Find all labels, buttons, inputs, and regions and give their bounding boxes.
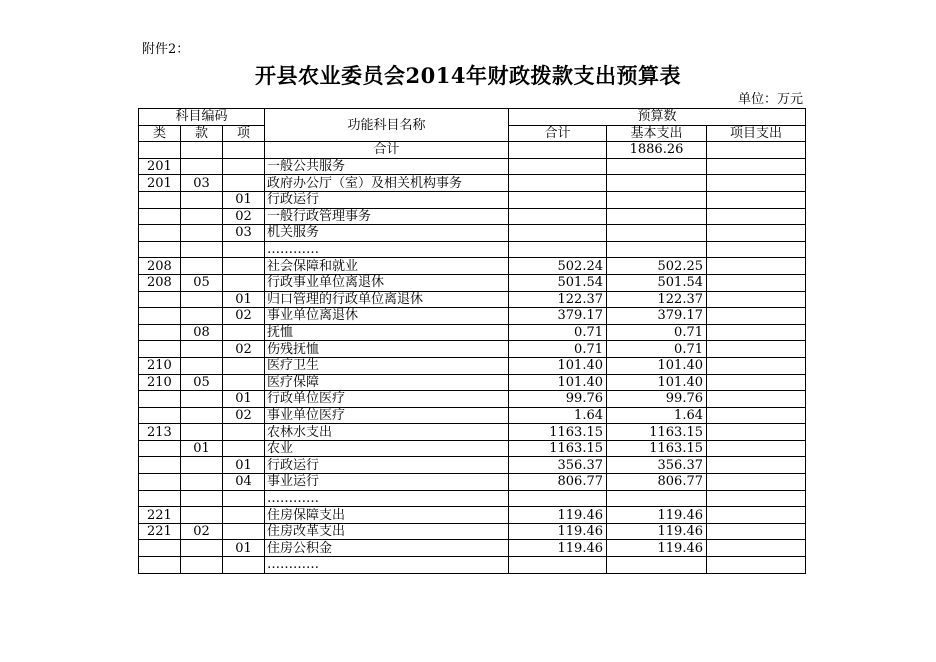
cell-total: 501.54 [509, 274, 607, 291]
table-row [139, 440, 806, 457]
cell-basic: 119.46 [607, 523, 707, 540]
cell-total [509, 557, 607, 574]
cell-name: 行政单位医疗 [265, 391, 509, 408]
table-row [139, 507, 806, 524]
cell-total: 0.71 [509, 341, 607, 358]
cell-xiang: 02 [223, 407, 265, 424]
cell-project [707, 291, 806, 308]
cell-project [707, 457, 806, 474]
attachment-label: 附件2： [142, 42, 190, 57]
cell-xiang: 01 [223, 391, 265, 408]
table-row [139, 158, 806, 175]
cell-name: 事业运行 [265, 474, 509, 491]
cell-xiang: 02 [223, 308, 265, 325]
cell-name: 伤残抚恤 [265, 341, 509, 358]
cell-name: 事业单位医疗 [265, 407, 509, 424]
cell-basic: 1.64 [607, 407, 707, 424]
table-row [139, 540, 806, 557]
cell-xiang: 02 [223, 208, 265, 225]
table-row [139, 374, 806, 391]
cell-project [707, 341, 806, 358]
cell-lei [139, 440, 181, 457]
cell-xiang: 02 [223, 341, 265, 358]
cell-lei: 208 [139, 274, 181, 291]
cell-basic [607, 490, 707, 507]
cell-project [707, 424, 806, 441]
cell-xiang [223, 175, 265, 192]
header-kuan: 款 [181, 125, 223, 142]
cell-lei [139, 225, 181, 242]
cell-total [509, 158, 607, 175]
cell-basic: 119.46 [607, 540, 707, 557]
header-lei: 类 [139, 125, 181, 142]
cell-name: 事业单位离退休 [265, 308, 509, 325]
cell-project [707, 357, 806, 374]
cell-total: 122.37 [509, 291, 607, 308]
table-row [139, 341, 806, 358]
cell-total: 101.40 [509, 357, 607, 374]
cell-kuan [181, 474, 223, 491]
table-row [139, 225, 806, 242]
header-project: 项目支出 [707, 125, 806, 142]
cell-kuan: 01 [181, 440, 223, 457]
cell-basic: 356.37 [607, 457, 707, 474]
cell-kuan [181, 225, 223, 242]
cell-kuan: 05 [181, 274, 223, 291]
cell-project [707, 490, 806, 507]
cell-total: 119.46 [509, 523, 607, 540]
cell-lei: 210 [139, 357, 181, 374]
cell-lei: 201 [139, 175, 181, 192]
cell-total: 119.46 [509, 540, 607, 557]
cell-project [707, 540, 806, 557]
cell-name: 医疗卫生 [265, 357, 509, 374]
table-row [139, 457, 806, 474]
total-total [509, 142, 607, 159]
cell-kuan [181, 158, 223, 175]
cell-basic: 501.54 [607, 274, 707, 291]
cell-xiang: 01 [223, 191, 265, 208]
cell-total [509, 225, 607, 242]
cell-project [707, 175, 806, 192]
cell-kuan [181, 241, 223, 258]
cell-project [707, 474, 806, 491]
cell-name: 机关服务 [265, 225, 509, 242]
cell-kuan: 08 [181, 324, 223, 341]
cell-basic: 101.40 [607, 357, 707, 374]
cell-name: ………… [265, 241, 509, 258]
cell-total: 1163.15 [509, 440, 607, 457]
cell-total: 356.37 [509, 457, 607, 474]
cell-lei: 221 [139, 507, 181, 524]
budget-table [138, 108, 806, 574]
cell-name: 行政运行 [265, 457, 509, 474]
cell-basic [607, 557, 707, 574]
total-lei [139, 142, 181, 159]
cell-basic [607, 191, 707, 208]
cell-project [707, 324, 806, 341]
cell-project [707, 407, 806, 424]
cell-name: 行政事业单位离退休 [265, 274, 509, 291]
table-row [139, 557, 806, 574]
cell-lei [139, 191, 181, 208]
header-row-1 [139, 109, 806, 126]
cell-xiang [223, 324, 265, 341]
total-row [139, 142, 806, 159]
header-xiang: 项 [223, 125, 265, 142]
cell-lei [139, 490, 181, 507]
header-basic: 基本支出 [607, 125, 707, 142]
cell-lei [139, 540, 181, 557]
cell-name: 住房公积金 [265, 540, 509, 557]
cell-lei [139, 241, 181, 258]
cell-xiang: 01 [223, 291, 265, 308]
table-row [139, 424, 806, 441]
cell-lei: 213 [139, 424, 181, 441]
cell-basic: 1163.15 [607, 424, 707, 441]
cell-project [707, 274, 806, 291]
table-row [139, 241, 806, 258]
cell-kuan [181, 490, 223, 507]
cell-kuan [181, 424, 223, 441]
total-label: 合计 [265, 142, 509, 159]
cell-name: 医疗保障 [265, 374, 509, 391]
header-name: 功能科目名称 [265, 109, 509, 142]
cell-xiang: 03 [223, 225, 265, 242]
cell-total [509, 490, 607, 507]
table-row [139, 357, 806, 374]
table-row [139, 391, 806, 408]
header-budget-group: 预算数 [509, 109, 806, 126]
cell-basic: 122.37 [607, 291, 707, 308]
cell-total: 379.17 [509, 308, 607, 325]
cell-total [509, 191, 607, 208]
cell-project [707, 374, 806, 391]
header-total: 合计 [509, 125, 607, 142]
cell-project [707, 225, 806, 242]
cell-kuan [181, 341, 223, 358]
cell-project [707, 158, 806, 175]
cell-xiang [223, 557, 265, 574]
cell-basic: 379.17 [607, 308, 707, 325]
cell-xiang [223, 357, 265, 374]
cell-total: 101.40 [509, 374, 607, 391]
cell-basic: 1163.15 [607, 440, 707, 457]
cell-xiang [223, 274, 265, 291]
cell-basic: 0.71 [607, 341, 707, 358]
cell-xiang: 04 [223, 474, 265, 491]
cell-total [509, 241, 607, 258]
cell-lei [139, 557, 181, 574]
cell-lei [139, 391, 181, 408]
cell-name: 住房保障支出 [265, 507, 509, 524]
table-row [139, 208, 806, 225]
cell-xiang [223, 241, 265, 258]
cell-total [509, 175, 607, 192]
total-basic: 1886.26 [607, 142, 707, 159]
cell-kuan [181, 457, 223, 474]
cell-project [707, 241, 806, 258]
table-row [139, 274, 806, 291]
cell-kuan [181, 507, 223, 524]
page-title: 开县农业委员会2014年财政拨款支出预算表 [255, 63, 681, 88]
cell-basic: 502.25 [607, 258, 707, 275]
cell-kuan [181, 291, 223, 308]
cell-name: 一般公共服务 [265, 158, 509, 175]
cell-name: 归口管理的行政单位离退休 [265, 291, 509, 308]
cell-basic [607, 241, 707, 258]
cell-lei [139, 341, 181, 358]
cell-name: 住房改革支出 [265, 523, 509, 540]
cell-project [707, 391, 806, 408]
cell-total: 99.76 [509, 391, 607, 408]
cell-lei [139, 308, 181, 325]
total-kuan [181, 142, 223, 159]
cell-lei [139, 324, 181, 341]
cell-basic: 119.46 [607, 507, 707, 524]
cell-xiang: 01 [223, 457, 265, 474]
table-row [139, 407, 806, 424]
header-code-group: 科目编码 [139, 109, 265, 126]
cell-xiang [223, 490, 265, 507]
cell-lei: 201 [139, 158, 181, 175]
cell-kuan: 05 [181, 374, 223, 391]
cell-basic: 99.76 [607, 391, 707, 408]
cell-xiang: 01 [223, 540, 265, 557]
table-row [139, 191, 806, 208]
cell-basic [607, 208, 707, 225]
cell-kuan [181, 258, 223, 275]
cell-name: ………… [265, 557, 509, 574]
cell-xiang [223, 374, 265, 391]
cell-kuan [181, 557, 223, 574]
table-row [139, 490, 806, 507]
cell-xiang [223, 258, 265, 275]
cell-xiang [223, 424, 265, 441]
cell-xiang [223, 523, 265, 540]
cell-total: 1.64 [509, 407, 607, 424]
cell-name: 政府办公厅（室）及相关机构事务 [265, 175, 509, 192]
table-row [139, 308, 806, 325]
cell-basic: 0.71 [607, 324, 707, 341]
cell-project [707, 507, 806, 524]
cell-lei [139, 457, 181, 474]
table-row [139, 291, 806, 308]
cell-project [707, 557, 806, 574]
cell-kuan [181, 191, 223, 208]
cell-name: 社会保障和就业 [265, 258, 509, 275]
cell-name: 一般行政管理事务 [265, 208, 509, 225]
cell-basic [607, 158, 707, 175]
table-row [139, 324, 806, 341]
table-row [139, 474, 806, 491]
unit-label: 单位：万元 [737, 92, 803, 107]
cell-kuan [181, 407, 223, 424]
cell-xiang [223, 158, 265, 175]
cell-name: 行政运行 [265, 191, 509, 208]
cell-lei: 208 [139, 258, 181, 275]
cell-basic: 806.77 [607, 474, 707, 491]
cell-total [509, 208, 607, 225]
cell-name: ………… [265, 490, 509, 507]
cell-total: 1163.15 [509, 424, 607, 441]
cell-project [707, 208, 806, 225]
cell-lei [139, 208, 181, 225]
cell-lei [139, 291, 181, 308]
cell-basic [607, 175, 707, 192]
table-row [139, 175, 806, 192]
cell-name: 农业 [265, 440, 509, 457]
cell-kuan [181, 208, 223, 225]
cell-project [707, 440, 806, 457]
cell-total: 806.77 [509, 474, 607, 491]
cell-name: 抚恤 [265, 324, 509, 341]
cell-xiang [223, 440, 265, 457]
cell-project [707, 258, 806, 275]
cell-kuan: 02 [181, 523, 223, 540]
cell-lei [139, 407, 181, 424]
cell-kuan [181, 357, 223, 374]
cell-basic: 101.40 [607, 374, 707, 391]
cell-kuan: 03 [181, 175, 223, 192]
cell-lei [139, 474, 181, 491]
cell-project [707, 191, 806, 208]
table-row [139, 523, 806, 540]
cell-lei: 210 [139, 374, 181, 391]
cell-name: 农林水支出 [265, 424, 509, 441]
cell-kuan [181, 391, 223, 408]
cell-kuan [181, 540, 223, 557]
total-xiang [223, 142, 265, 159]
cell-total: 119.46 [509, 507, 607, 524]
cell-project [707, 523, 806, 540]
cell-total: 502.24 [509, 258, 607, 275]
cell-lei: 221 [139, 523, 181, 540]
table-row [139, 258, 806, 275]
total-project [707, 142, 806, 159]
cell-project [707, 308, 806, 325]
cell-total: 0.71 [509, 324, 607, 341]
cell-kuan [181, 308, 223, 325]
cell-basic [607, 225, 707, 242]
cell-xiang [223, 507, 265, 524]
